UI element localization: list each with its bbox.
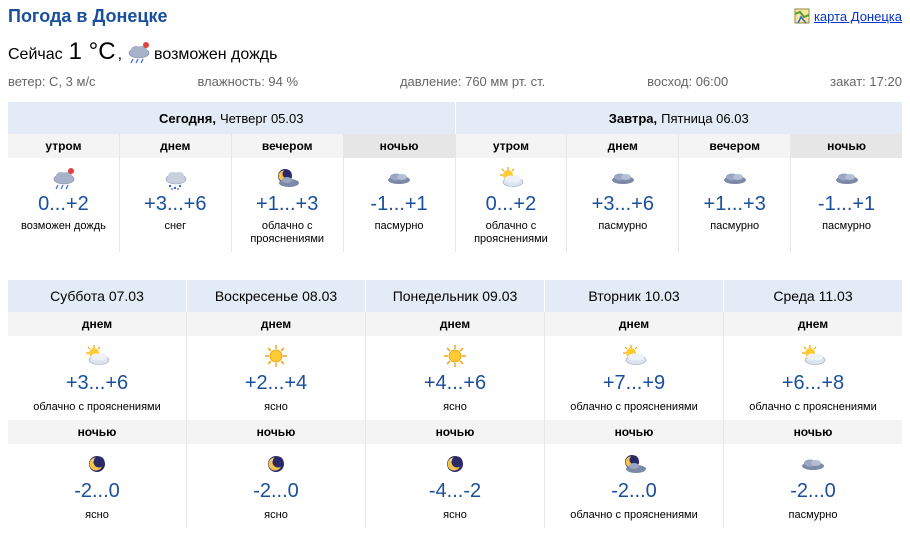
partly-cloudy-icon [83, 344, 111, 368]
period-label: вечером [678, 134, 790, 158]
week-night-labels [8, 420, 902, 444]
period-description: пасмурно [678, 218, 790, 252]
partly-cloudy-icon [497, 166, 525, 190]
day-header-today [8, 102, 455, 134]
day-header-tomorrow [455, 102, 903, 134]
sunset: закат: 17:20 [830, 74, 902, 89]
period-labels-row [8, 134, 902, 158]
period-icon-cell [343, 158, 455, 190]
partly-cloudy-icon [620, 344, 648, 368]
night-period-label: ночью [723, 420, 902, 444]
overcast-icon [385, 166, 413, 190]
period-description: облачно с прояснениями [231, 218, 343, 252]
night-temperature: -2...0 [186, 476, 365, 506]
period-label: вечером [231, 134, 343, 158]
period-temps-row [8, 190, 902, 218]
period-description: пасмурно [566, 218, 678, 252]
night-description: ясно [365, 506, 544, 528]
overcast-icon [833, 166, 861, 190]
day-period-label: днем [544, 312, 723, 336]
period-icon-cell [790, 158, 902, 190]
partly-cloudy-icon [799, 344, 827, 368]
two-day-forecast [8, 102, 902, 252]
city-map-link-label[interactable]: карта Донецка [813, 8, 902, 24]
week-day-date: Воскресенье 08.03 [186, 280, 365, 312]
night-description: облачно с прояснениями [544, 506, 723, 528]
night-period-label: ночью [365, 420, 544, 444]
period-icon-cell [455, 158, 567, 190]
now-comma: , [117, 46, 123, 63]
night-temperature: -4...-2 [365, 476, 544, 506]
period-label: днем [566, 134, 678, 158]
period-description: снег [119, 218, 231, 252]
day-description: ясно [365, 398, 544, 420]
period-temperature: 0...+2 [455, 190, 567, 218]
period-label: ночью [343, 134, 455, 158]
day-temperature: +2...+4 [186, 368, 365, 398]
period-temperature: +1...+3 [231, 190, 343, 218]
day-header-today-bold: Сегодня, [159, 110, 216, 126]
week-night-temps [8, 476, 902, 506]
current-condition: возможен дождь [154, 46, 278, 63]
week-night-descs [8, 506, 902, 528]
week-forecast [8, 280, 902, 528]
day-period-label: днем [723, 312, 902, 336]
night-icon-cell [723, 444, 902, 476]
night-cloud-icon [620, 452, 648, 476]
wind: ветер: С, 3 м/с [8, 74, 96, 89]
overcast-icon [609, 166, 637, 190]
period-temperature: 0...+2 [38, 193, 89, 215]
week-day-date: Суббота 07.03 [50, 288, 144, 304]
overcast-icon [799, 452, 827, 476]
period-temperature: -1...+1 [790, 190, 902, 218]
night-icon-cell [544, 444, 723, 476]
day-temperature: +3...+6 [65, 372, 129, 394]
period-desc-row [8, 218, 902, 252]
pressure: давление: 760 мм рт. ст. [399, 74, 546, 89]
rain-cloud-icon [124, 39, 152, 65]
period-icon-cell [231, 158, 343, 190]
day-temperature: +6...+8 [723, 368, 902, 398]
week-day-date: Среда 11.03 [723, 280, 902, 312]
week-day-icons [8, 336, 902, 368]
night-period-label: ночью [186, 420, 365, 444]
night-period-label: ночью [544, 420, 723, 444]
night-temperature: -2...0 [723, 476, 902, 506]
period-icons-row [8, 158, 902, 190]
period-description: пасмурно [343, 218, 455, 252]
day-icon-cell [723, 336, 902, 368]
period-icon-cell [119, 158, 231, 190]
week-day-date: Понедельник 09.03 [365, 280, 544, 312]
day-header-tomorrow-bold: Завтра, [608, 110, 658, 126]
day-description: облачно с прояснениями [544, 398, 723, 420]
moon-icon [83, 452, 111, 476]
day-icon-cell [186, 336, 365, 368]
overcast-icon [721, 166, 749, 190]
day-header-today-date: Четверг 05.03 [219, 110, 304, 126]
period-label: днем [119, 134, 231, 158]
period-description: облачно с прояснениями [455, 218, 567, 252]
period-label: утром [455, 134, 567, 158]
period-icon-cell [8, 158, 119, 190]
period-label: ночью [790, 134, 902, 158]
period-temperature: -1...+1 [343, 190, 455, 218]
moon-icon [262, 452, 290, 476]
day-period-label: днем [365, 312, 544, 336]
snow-cloud-icon [161, 166, 189, 190]
moon-icon [441, 452, 469, 476]
day-temperature: +7...+9 [544, 368, 723, 398]
day-period-label: днем [8, 312, 186, 336]
week-day-temps [8, 368, 902, 398]
day-icon-cell [8, 336, 186, 368]
night-description: пасмурно [723, 506, 902, 528]
week-day-descs [8, 398, 902, 420]
night-temperature: -2...0 [74, 480, 120, 502]
week-night-icons [8, 444, 902, 476]
now-prefix: Сейчас [8, 46, 63, 63]
weather-details [8, 74, 902, 89]
day-icon-cell [544, 336, 723, 368]
rain-cloud-icon [49, 166, 77, 190]
night-icon-cell [8, 444, 186, 476]
day-description: облачно с прояснениями [33, 401, 161, 413]
day-period-label: днем [186, 312, 365, 336]
night-description: ясно [85, 509, 109, 521]
day-description: облачно с прояснениями [723, 398, 902, 420]
period-temperature: +3...+6 [119, 190, 231, 218]
map-icon [794, 8, 810, 24]
period-label: утром [8, 134, 119, 158]
humidity: влажность: 94 % [197, 74, 299, 89]
sun-icon [262, 344, 290, 368]
day-description: ясно [186, 398, 365, 420]
week-header [8, 280, 902, 312]
night-icon-cell [365, 444, 544, 476]
period-icon-cell [566, 158, 678, 190]
period-temperature: +1...+3 [678, 190, 790, 218]
sunrise: восход: 06:00 [647, 74, 729, 89]
day-icon-cell [365, 336, 544, 368]
night-cloud-icon [273, 166, 301, 190]
sun-icon [441, 344, 469, 368]
page-title: Погода в Донецке [8, 6, 168, 26]
night-icon-cell [186, 444, 365, 476]
week-day-date: Вторник 10.03 [544, 280, 723, 312]
week-day-labels [8, 312, 902, 336]
night-description: ясно [186, 506, 365, 528]
current-temperature: 1 °C [68, 38, 116, 65]
day-temperature: +4...+6 [365, 368, 544, 398]
two-day-header [8, 102, 902, 134]
city-map-link[interactable] [794, 8, 902, 24]
day-header-tomorrow-date: Пятница 06.03 [661, 110, 749, 126]
period-description: пасмурно [790, 218, 902, 252]
current-weather [8, 38, 277, 66]
period-icon-cell [678, 158, 790, 190]
night-temperature: -2...0 [544, 476, 723, 506]
night-period-label: ночью [8, 420, 186, 444]
period-description: возможен дождь [21, 220, 106, 232]
period-temperature: +3...+6 [566, 190, 678, 218]
